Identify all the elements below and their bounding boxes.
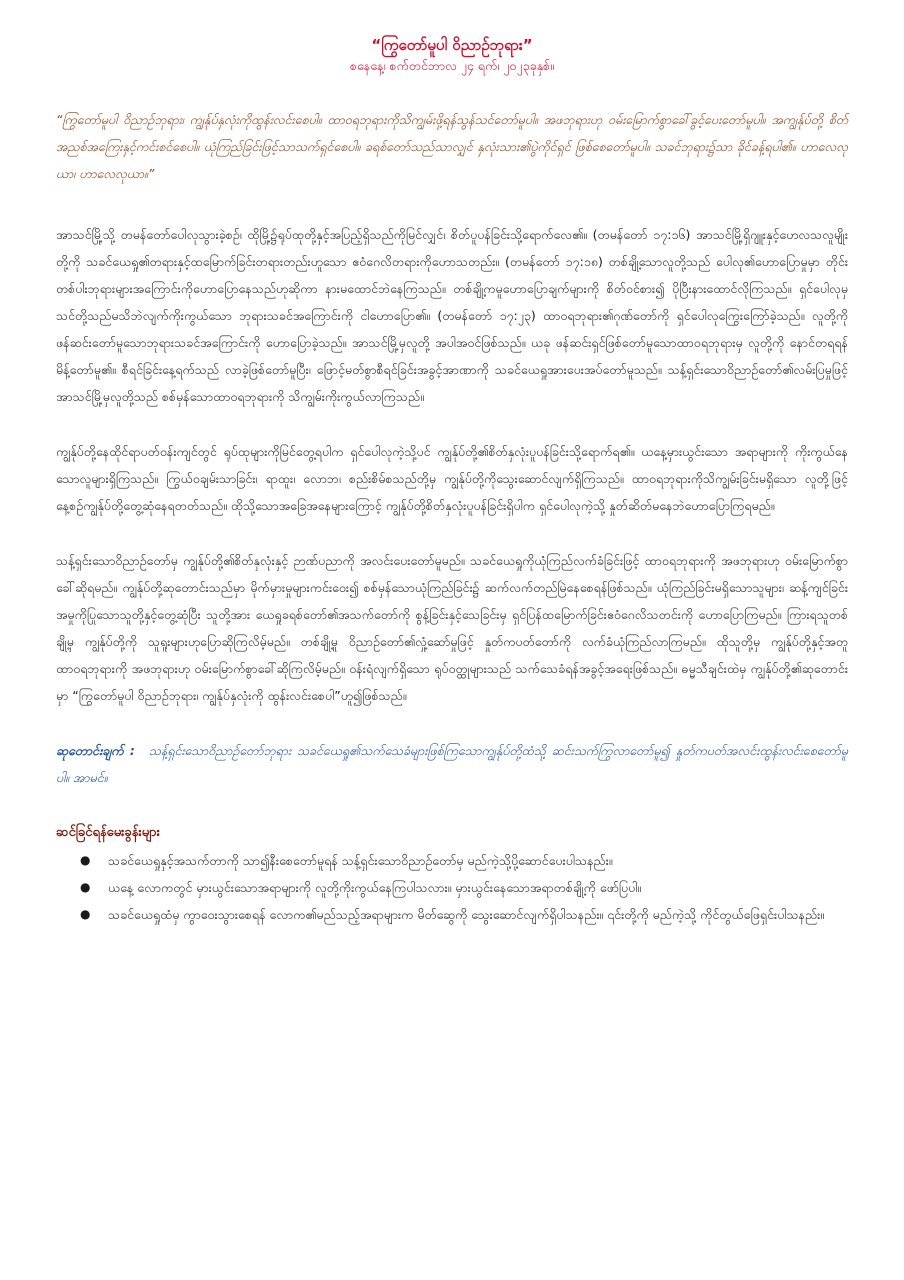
discussion-heading: ဆင်ခြင်ရန်မေးခွန်းများ — [56, 825, 160, 840]
body-paragraph-3: သန့်ရှင်းသောဝိညာဉ်တော်မှ ကျွန်ုပ်တို့၏စိတ်နှလုံးနှင့် ဉာဏ်ပညာကို အလင်းပေးတော်မူမည်။ သခင်ယေရှုကိုယုံကြည်လက်ခံခြင်းဖြင့် ထာဝရဘုရားကို အဖဘုရားဟု ဝမ်းမြောက်စွာခေါ်ဆိုရမည်။ ကျွန်ုပ်တို့ဆုတောင်းသည်မှာ မိုက်မှားမှုများကင်းဝေး၍ စစ်မှန်သောယုံကြည်ခြင်း၌ ဆက်လက်တည်မြဲနေစေရန်ဖြစ်သည်။ ယုံကြည်ခြင်းမရှိသောသူများ၊ ဆန့်ကျင်ခြင်းအမှုကိုပြုသောသူတို့နှင့်တွေ့ဆုံပြီး သူတို့အား ယေရှုခရစ်တော်၏အသက်တော်ကို စွန့်ခြင်းနှင့်သေခြင်းမှ ရှင်ပြန်ထမြောက်ခြင်းဧဝံဂေလိသတင်းကို ဟောပြောကြမည်။ ကြားရသူတစ်ချို့မှ ကျွန်ုပ်တို့ကို သူရူးများဟုပြောဆိုကြလိမ့်မည်။ တစ်ချို့မူ ဝိညာဉ်တော်၏လှုံ့ဆော်မှုဖြင့် နှုတ်ကပတ်တော်ကို လက်ခံယုံကြည်လာကြမည်။ ထိုသူတို့မှ ကျွန်ုပ်တို့နှင့်အတူ ထာဝရဘုရားကို အဖဘုရားဟု ဝမ်းမြောက်စွာခေါ်ဆိုကြလိမ့်မည်။ ဝန်းရံလျက်ရှိသော ရုပ်ဝတ္ထုများသည် သက်သေခံရန်အခွင့်အရေးဖြစ်သည်။ ဓမ္မသီချင်းထဲမှ ကျွန်ုပ်တို့၏ဆုတောင်းမှာ “ကြွတော်မူပါ ဝိညာဉ်ဘုရား၊ ကျွန်ုပ်နှလုံးကို ထွန်းလင်းစေပါ”ဟူ၍ဖြစ်သည်။ — [56, 553, 848, 703]
body-paragraph-2: ကျွန်ုပ်တို့နေထိုင်ရာပတ်ဝန်းကျင်တွင် ရုပ်ထုများကိုမြင်တွေ့ရပါက ရှင်ပေါလုကဲ့သို့ပင် ကျွန်ုပ်တို့၏စိတ်နှလုံးပူပန်ခြင်းသို့ရောက်ရ၏။ ယနေ့မှားယွင်းသော အရာများကို ကိုးကွယ်နေသောလူများရှိကြသည်။ ကြွယ်ဝချမ်းသာခြင်း၊ ရာထူး၊ လောဘ၊ စည်းစိမ်စသည်တို့မှ ကျွန်ုပ်တို့ကိုသွေးဆောင်လျက်ရှိကြသည်။ ထာဝရဘုရားကိုသိကျွမ်းခြင်းမရှိသော လူတို့ဖြင့် နေ့စဉ်ကျွန်ုပ်တို့တွေ့ဆုံနေရတတ်သည်။ ထိုသို့သောအခြေအနေများကြောင့် ကျွန်ုပ်တို့စိတ်နှလုံးပူပန်ခြင်းရှိပါက ရှင်ပေါလုကဲ့သို့ နှုတ်ဆိတ်မနေဘဲဟောပြောကြရမည်။ — [56, 444, 848, 513]
prayer-label: ဆုတောင်းချက် : — [56, 743, 135, 758]
prayer-section — [56, 737, 848, 791]
body-paragraph-1: အာသင်မြို့သို့ တမန်တော်ပေါလုသွားခဲ့စဉ်၊ ထိုမြို့၌ရုပ်ထုတို့နှင့်အပြည့်ရှိသည်ကိုမြင်လျှင်၊ စိတ်ပူပန်ခြင်းသို့ရောက်လေ၏။ (တမန်တော် ၁၇:၁၆) အာသင်မြို့ရှိဂျူးနှင့်ဟေလသလူမျိုးတို့ကို သခင်ယေရှု၏တရားနှင့်ထမြောက်ခြင်းတရားတည်းဟူသော ဧဝံဂေလိတရားကိုဟောသတည်း။ (တမန်တော် ၁၇:၁၈) တစ်ချို့သောလူတို့သည် ပေါလု၏ဟောပြောမှုမှာ တိုင်းတစ်ပါးဘုရားများအကြောင်းကိုဟောပြောနေသည်ဟုဆိုကာ နားမထောင်ဘဲနေကြသည်။ တစ်ချို့ကမူဟောပြောချက်များကို စိတ်ဝင်စား၍ ပိုပြီးနားထောင်လိုကြသည်။ ရှင်ပေါလုမှ သင်တို့သည်မသိဘဲလျက်ကိုးကွယ်သော ဘုရားသခင်အကြောင်းကို ငါဟောပြော၏။ (တမန်တော် ၁၇:၂၃) ထာဝရဘုရား၏ဂုဏ်တော်ကို ရှင်ပေါလုကြွေးကြော်ခဲ့သည်။ လူတို့ကိုဖန်ဆင်းတော်မူသောဘုရားသခင်အကြောင်းကို ဟောပြောခဲ့သည်။ အာသင်မြို့မှလူတို့ အပါအဝင်ဖြစ်သည်။ ယခု ဖန်ဆင်းရှင်ဖြစ်တော်မူသောထာဝရဘုရားမှ လူတို့ကို နောင်တရရန်မိန့်တော်မူ၏။ စီရင်ခြင်းနေ့ရက်သည် လာခဲ့ဖြစ်တော်မူပြီး၊ ဖြောင့်မတ်စွာစီရင်ခြင်းအခွင့်အာဏာကို သခင်ယေရှုအားပေးအပ်တော်မူသည်။ သန့်ရှင်းသောဝိညာဉ်တော်၏လမ်းပြမှုဖြင့် အာသင်မြို့မှလူတို့သည် စစ်မှန်သောထာဝရဘုရားကို သိကျွမ်းကိုးကွယ်လာကြသည်။ — [56, 227, 848, 404]
question-text: သခင်ယေရှုထံမှ ကွာဝေးသွားစေရန် လောက၏မည်သည့်အရာများက မိတ်ဆွေကို သွေးဆောင်လျက်ရှိပါသနည်း။ ၎င်းတို့ကို မည်ကဲ့သို့ ကိုင်တွယ်ဖြေရှင်းပါသနည်း။ — [108, 907, 825, 922]
question-text: ယနေ့ လောကတွင် မှားယွင်းသောအရာများကို လူတို့ကိုးကွယ်နေကြပါသလား။ မှားယွင်းနေသောအရာတစ်ချို့ကို ဖော်ပြပါ။ — [108, 880, 642, 895]
page-title: “ကြွတော်မူပါ ဝိညာဉ်ဘုရား” — [371, 36, 533, 54]
discussion-question-list — [56, 847, 848, 928]
list-item — [80, 874, 848, 901]
opening-quote: “ကြွတော်မူပါ ဝိညာဉ်ဘုရား၊ ကျွန်ုပ်နှလုံးကိုထွန်းလင်းစေပါ။ ထာဝရဘုရားကိုသိကျွမ်းဖို့ရန်သွန်သင်တော်မူပါ။ အဖဘုရားဟု ဝမ်းမြောက်စွာခေါ်ခွင့်ပေးတော်မူပါ။ အကျွန်ုပ်တို့ စိတ်အညစ်အကြေးနှင့်ကင်းစင်စေပါ။ ယုံကြည်ခြင်းဖြင့်သာသက်ရှင်စေပါ။ ခရစ်တော်သည်သာလျှင် နှလုံးသား၏ပွဲကိုင်ရှင် ဖြစ်စေတော်မူပါ။ သခင်ဘုရား၌သာ ခိုင်ခန့်ရပါ၏။ ဟာလေလုယာ၊ ဟာလေလုယာ။” — [56, 112, 848, 181]
bullet-icon: ● — [80, 853, 91, 867]
bullet-icon: ● — [80, 907, 91, 921]
list-item — [80, 847, 848, 874]
question-text: သခင်ယေရှုနှင့်အသက်တာကို သာ၍နီးစေတော်မူရန် သန့်ရှင်းသောဝိညာဉ်တော်မှ မည်ကဲ့သို့ပို့ဆောင်ပေးပါသနည်း။ — [108, 853, 613, 868]
bullet-icon: ● — [80, 880, 91, 894]
prayer-text: သန့်ရှင်းသောဝိညာဉ်တော်ဘုရား သခင်ယေရှု၏သက်သေခံများဖြစ်ကြသောကျွန်ုပ်တို့ထံသို့ ဆင်းသက်ကြွလာတော်မူ၍ နှုတ်ကပတ်အလင်းထွန်းလင်းစေတော်မူပါ။ အာမင်။ — [56, 743, 848, 785]
list-item — [80, 901, 848, 928]
page-date: စနေနေ့၊ စက်တင်ဘာလ ၂၄ ရက်၊ ၂၀၂၃ခုနှစ်။ — [350, 58, 554, 73]
